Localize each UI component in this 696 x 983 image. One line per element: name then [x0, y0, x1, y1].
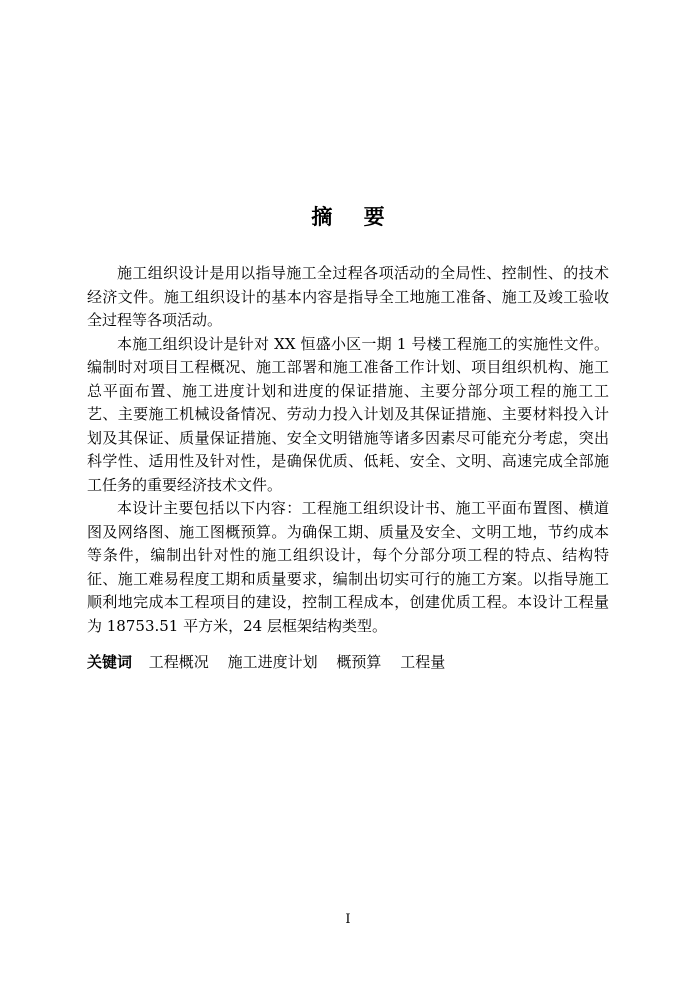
abstract-paragraph-3: 本设计主要包括以下内容：工程施工组织设计书、施工平面布置图、横道图及网络图、施工图概预算。为确保工期、质量及安全、文明工地，节约成本等条件，编制出针对性的施工组织设计，每个分部分项工程的特点、结构特征、施工难易程度工期和质量要求，编制出切实可行的施工方案。以指导施工顺利地完成本工程项目的建设，控制工程成本，创建优质工程。本设计工程量为 18753.51 平方米，24 层框架结构类型。 [87, 499, 609, 635]
abstract-paragraph-1: 施工组织设计是用以指导施工全过程各项活动的全局性、控制性、的技术经济文件。施工组织设计的基本内容是指导全工地施工准备、施工及竣工验收全过程等各项活动。 [87, 264, 609, 329]
abstract-paragraph-2: 本施工组织设计是针对 XX 恒盛小区一期 1 号楼工程施工的实施性文件。编制时对项目工程概况、施工部署和施工准备工作计划、项目组织机构、施工总平面布置、施工进度计划和进度的保证措施、主要分部分项工程的施工工艺、主要施工机械设备情况、劳动力投入计划及其保证措施、主要材料投入计划及其保证、质量保证措施、安全文明错施等诸多因素尽可能充分考虑，突出科学性、适用性及针对性，是确保优质、低耗、安全、文明、高速完成全部施工任务的重要经济技术文件。 [87, 334, 609, 494]
keyword-item: 施工进度计划 [227, 653, 318, 671]
keywords-line [87, 651, 609, 674]
abstract-body [87, 262, 609, 638]
abstract-title: 摘 要 [311, 204, 397, 229]
keyword-item: 概预算 [336, 653, 382, 671]
keyword-item: 工程概况 [148, 653, 209, 671]
page-number: I [345, 912, 351, 927]
keywords-label: 关键词 [87, 653, 133, 671]
keyword-item: 工程量 [400, 653, 446, 671]
